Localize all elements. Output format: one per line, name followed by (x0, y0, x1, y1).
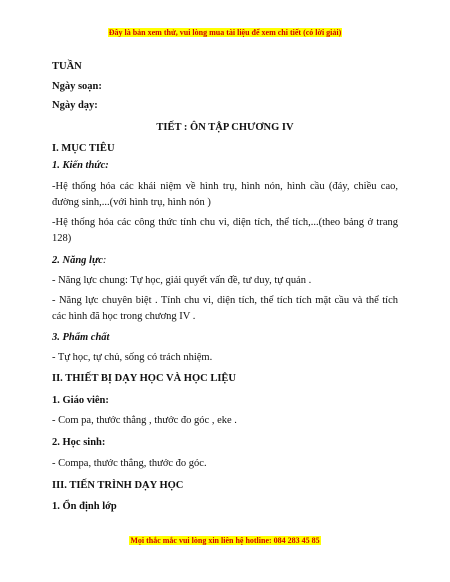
section-heading-objectives: I. MỤC TIÊU (52, 143, 115, 154)
knowledge-paragraph-2: -Hệ thống hóa các công thức tính chu vi, diện tích, thể tích,...(theo bảng ở trang 128) (52, 217, 398, 244)
ability-heading: 2. Năng lực: (52, 255, 107, 266)
preview-notice-banner: Đây là bản xem thử, vui lòng mua tài liệu để xem chi tiết (có lời giải) (108, 28, 342, 37)
knowledge-heading: 1. Kiến thức: (52, 160, 109, 171)
student-paragraph: - Compa, thước thẳng, thước đo góc. (52, 458, 207, 469)
hotline-notice-banner: Mọi thắc mắc vui lòng xin liên hệ hotline: 084 283 45 85 (130, 536, 320, 545)
lesson-title: TIẾT : ÔN TẬP CHƯƠNG IV (156, 122, 294, 133)
teacher-paragraph: - Com pa, thước thẳng , thước đo góc , eke . (52, 415, 237, 426)
section-heading-equipment: II. THIẾT BỊ DẠY HỌC VÀ HỌC LIỆU (52, 373, 236, 384)
ability-paragraph-1: - Năng lực chung: Tự học, giải quyết vấn đề, tư duy, tự quản . (52, 275, 312, 286)
ability-paragraph-2: - Năng lực chuyên biệt . Tính chu vi, diện tích, thể tích tích mặt cầu và thể tích các hình đã học trong chương IV . (52, 295, 398, 322)
teach-date-label: Ngày dạy: (52, 100, 98, 111)
student-heading: 2. Học sinh: (52, 437, 106, 448)
prep-date-label: Ngày soạn: (52, 81, 102, 92)
quality-heading: 3. Phẩm chất (52, 332, 110, 343)
week-label: TUẦN (52, 61, 82, 72)
teacher-heading: 1. Giáo viên: (52, 395, 109, 406)
knowledge-paragraph-1: -Hệ thống hóa các khái niệm về hình trụ, hình nón, hình cầu (đáy, chiều cao, đường sinh,...(với hình trụ, hình nón ) (52, 181, 398, 208)
section-heading-procedure: III. TIẾN TRÌNH DẠY HỌC (52, 480, 184, 491)
quality-paragraph: - Tự học, tự chủ, sống có trách nhiệm. (52, 352, 213, 363)
step-1-heading: 1. Ổn định lớp (52, 501, 117, 512)
